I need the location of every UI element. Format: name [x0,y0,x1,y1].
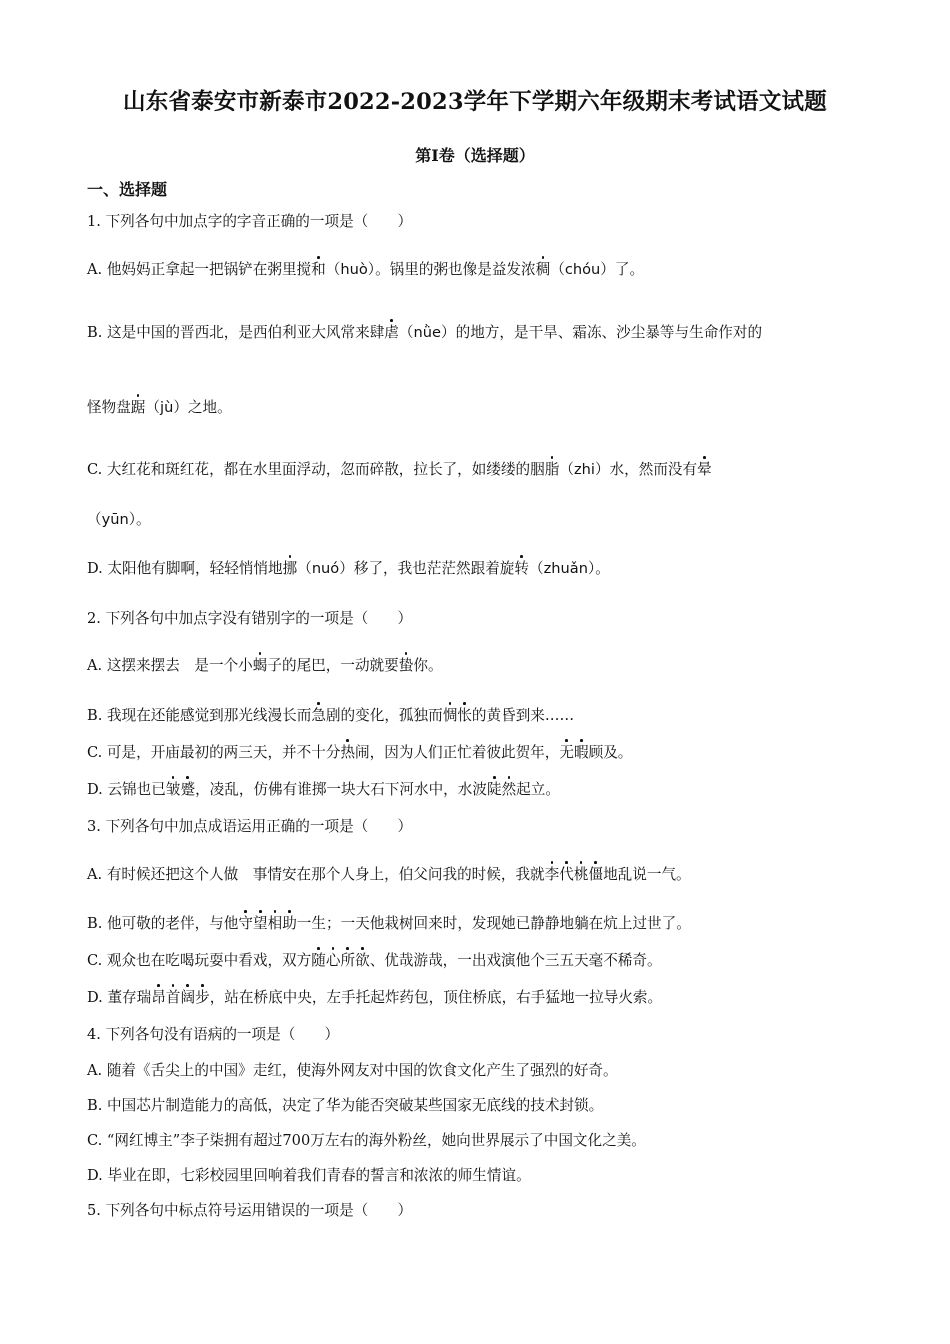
text: B. 我现在还能感觉到那光线漫长而 [87,707,312,724]
dotted-char: 和 [311,261,326,278]
text: C. 大红花和斑红花，都在水里面浮动，忽而碎散，拉长了，如缕缕的胭 [87,461,545,478]
dotted-char: 昂 [151,989,166,1006]
dotted-char: 所 [340,952,356,969]
text: 地乱说一气。 [603,866,691,883]
text: ）移了，我也茫茫然跟着旋 [339,560,515,577]
question-2-option-b [87,706,574,726]
question-4-option-a: A. 随着《舌尖上的中国》走红，使海外网友对中国的饮食文化产生了强烈的好奇。 [87,1062,618,1079]
question-4-option-d: D. 毕业在即，七彩校园里回响着我们青春的誓言和浓浓的师生情谊。 [87,1167,531,1184]
question-3-option-b [87,914,691,934]
question-4-option-c: C. “网红博主”李子柒拥有超过700万左右的海外粉丝，她向世界展示了中国文化之美。 [87,1132,646,1149]
question-1-option-d [87,559,610,579]
text: （ [529,560,544,577]
dotted-char: 首 [165,989,181,1006]
dotted-char: 无 [559,744,574,761]
dotted-char: 虐 [384,324,399,341]
dotted-char: 桃 [573,866,589,883]
dotted-char: 心 [325,952,341,969]
pinyin: yūn [101,511,129,528]
dotted-char: 助 [282,915,297,932]
text: ）的地方，是干旱、霜冻、沙尘暴等与生命作对的 [441,324,763,341]
pinyin: zhuǎn [543,560,588,577]
text: D. 董存瑞 [87,989,152,1006]
dotted-char: 随 [311,952,326,969]
dotted-char: 望 [252,915,268,932]
dotted-char: 阔 [180,989,196,1006]
dotted-char: 相 [267,915,283,932]
pinyin: jù [160,399,174,416]
question-5-stem: 5. 下列各句中标点符号运用错误的一项是（ ） [87,1202,413,1219]
question-2-option-d [87,780,560,800]
text: ）了。 [600,261,645,278]
dotted-char: 然 [501,781,517,798]
section-heading: 一、选择题 [87,180,168,199]
question-1-option-b [87,323,762,343]
volume-subtitle: 第Ⅰ卷（选择题） [415,146,535,165]
pinyin: zhi [573,461,595,478]
question-2-stem: 2. 下列各句中加点字没有错别字的一项是（ ） [87,610,413,627]
dotted-char: 僵 [588,866,604,883]
text: （ [325,261,341,278]
text: A. 他妈妈正拿起一把锅铲在粥里搅 [87,261,312,278]
dotted-char: 皱 [165,781,181,798]
question-2-option-c [87,743,632,763]
question-3-stem: 3. 下列各句中加点成语运用正确的一项是（ ） [87,818,413,835]
dotted-char: 脂 [544,461,560,478]
text: 剧的变化，孤独而 [325,707,443,724]
dotted-char: 欲 [355,952,370,969]
dotted-char: 步 [195,989,210,1006]
text: （ [550,261,565,278]
question-4-option-b: B. 中国芯片制造能力的高低，决定了华为能否突破某些国家无底线的技术封锁。 [87,1097,604,1114]
question-4-stem: 4. 下列各句没有语病的一项是（ ） [87,1026,340,1043]
dotted-char: 代 [559,866,574,883]
dotted-char: 蝎 [252,657,268,674]
question-1-option-b-continued [87,398,232,418]
text: C. 可是，开庙最初的两三天，并不十分 [87,744,341,761]
pinyin: nǜe [413,324,441,341]
dotted-char: 守 [238,915,253,932]
text: （ [297,560,312,577]
text: ，凌乱，仿佛有谁掷一块大石下河水中，水波 [195,781,487,798]
text: ）。 [587,560,610,577]
dotted-char: 转 [514,560,529,577]
text: 起立。 [516,781,560,798]
question-1-stem: 1. 下列各句中加点字的字音正确的一项是（ ） [87,213,413,230]
dotted-char: 踞 [130,399,146,416]
dotted-char: 挪 [282,560,298,577]
question-3-option-c [87,951,662,971]
dotted-char: 热 [340,744,356,761]
dotted-char: 急 [311,707,326,724]
text: A. 这摆来摆去 是一个小 [87,657,253,674]
text: ）。 [128,511,151,528]
dotted-char: 蛰 [398,657,414,674]
text: B. 他可敬的老伴，与他 [87,915,239,932]
question-2-option-a [87,656,443,676]
text: 闹，因为人们正忙着彼此贺年， [355,744,560,761]
text: ）。锅里的粥也像是益发浓 [367,261,536,278]
question-3-option-a [87,865,691,885]
dotted-char: 蹙 [180,781,196,798]
text: （ [559,461,574,478]
text: 子的尾巴，一动就要 [267,657,399,674]
text: 、优哉游哉，一出戏演他个三五天毫不稀奇。 [369,952,662,969]
text: D. 太阳他有脚啊，轻轻悄悄地 [87,560,283,577]
text: 顾及。 [588,744,633,761]
dotted-char: 怅 [457,707,472,724]
text: （ [398,324,414,341]
text: 你。 [413,657,443,674]
page-title: 山东省泰安市新泰市2022-2023学年下学期六年级期末考试语文试题 [123,89,827,115]
dotted-char: 稠 [535,261,551,278]
dotted-char: 暇 [573,744,589,761]
question-1-option-a [87,260,644,280]
text: 的黄昏到来…… [471,707,575,724]
text: ，站在桥底中央，左手托起炸药包，顶住桥底，右手猛地一拉导火索。 [209,989,663,1006]
text: ）水，然而没有 [594,461,698,478]
dotted-char: 惆 [442,707,458,724]
text: B. 这是中国的晋西北，是西伯利亚大风常来肆 [87,324,385,341]
dotted-char: 晕 [697,461,712,478]
text: 怪物盘 [87,399,131,416]
dotted-char: 李 [544,866,560,883]
text: （ [87,511,102,528]
pinyin: chóu [564,261,601,278]
text: A. 有时候还把这个人做 事情安在那个人身上，伯父问我的时候，我就 [87,866,545,883]
pinyin: huò [340,261,368,278]
text: （ [145,399,161,416]
question-3-option-d [87,988,662,1008]
question-1-option-c [87,460,712,480]
text: D. 云锦也已 [87,781,166,798]
text: 一生；一天他栽树回来时，发现她已静静地躺在炕上过世了。 [296,915,691,932]
text: C. 观众也在吃喝玩耍中看戏，双方 [87,952,312,969]
pinyin: nuó [311,560,340,577]
dotted-char: 陡 [486,781,502,798]
question-1-option-c-continued [87,510,151,530]
text: ）之地。 [173,399,232,416]
